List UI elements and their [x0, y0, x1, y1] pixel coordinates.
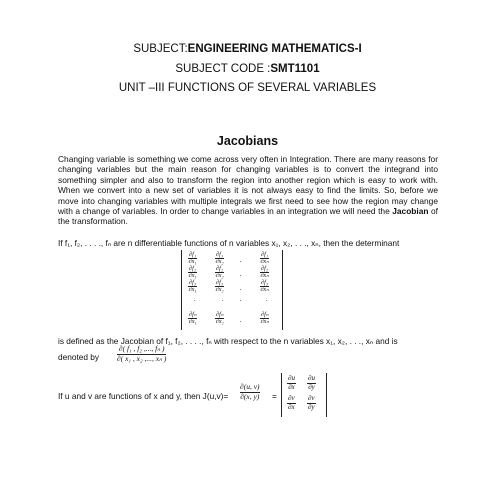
det-dot: .: [240, 316, 242, 324]
det-dot: .: [222, 295, 224, 303]
defined-line: is defined as the Jacobian of f₁, f₂, . . . ., fₙ with respect to the n variables x₁, x₂, . . ., xₙ and is: [58, 336, 398, 346]
subject-code-prefix: SUBJECT CODE :: [175, 63, 271, 75]
uv-determinant: [281, 373, 327, 417]
det-entry: $\frac{\text{∂f₃}}{\text{∂x₂}}$: [215, 279, 224, 294]
intro-paragraph: [58, 154, 438, 227]
det-dot: .: [240, 270, 242, 278]
subject-code-heading: [0, 63, 495, 75]
subject-code-value: SMT1101: [270, 63, 320, 75]
uv-line: If u and v are functions of x and y, then J(u,v)=: [58, 391, 229, 401]
jacobian-notation: [117, 345, 166, 363]
uv-entry: $\frac{\partial v}{\partial x}$: [288, 394, 295, 411]
det-dot: .: [240, 284, 242, 292]
det-entry: $\frac{\text{∂f₂}}{\text{∂xₙ}}$: [260, 265, 269, 280]
det-entry: $\frac{\text{∂fₙ}}{\text{∂x₁}}$: [188, 311, 197, 326]
uv-entry: $\frac{\partial u}{\partial y}$: [308, 374, 315, 391]
det-entry: $\frac{\text{∂f₂}}{\text{∂x₂}}$: [215, 265, 224, 280]
unit-heading: UNIT –III FUNCTIONS OF SEVERAL VARIABLES: [118, 82, 377, 94]
det-entry: $\frac{\text{∂f₁}}{\text{∂x₁}}$: [188, 251, 197, 266]
det-entry: $\frac{\text{∂fₙ}}{\text{∂xₙ}}$: [260, 311, 269, 326]
subject-name: ENGINEERING MATHEMATICS-I: [187, 43, 362, 55]
subject-prefix: SUBJECT:: [133, 43, 188, 55]
det-entry: $\frac{\text{∂f₃}}{\text{∂xₙ}}$: [260, 279, 269, 294]
subject-heading: [0, 43, 495, 55]
det-dot: .: [194, 295, 196, 303]
det-dot: .: [240, 295, 242, 303]
uv-jacobian-fraction: [240, 383, 260, 401]
jacobian-determinant: [181, 250, 283, 330]
uv-entry: $\frac{\partial v}{\partial y}$: [308, 394, 315, 411]
det-dot: .: [240, 256, 242, 264]
det-entry: $\frac{\text{∂fₙ}}{\text{∂x₂}}$: [215, 311, 224, 326]
det-entry: $\frac{\text{∂f₃}}{\text{∂x₁}}$: [188, 279, 197, 294]
det-entry: $\frac{\text{∂f₁}}{\text{∂xₙ}}$: [260, 251, 269, 266]
uv-numerator: ∂(u, v): [240, 382, 260, 391]
notation-numerator: ∂( f₁ , f₂ ,..., fₙ ): [118, 344, 165, 353]
equals-sign: =: [272, 391, 277, 401]
intro-bold-term: Jacobian: [392, 206, 429, 217]
section-title-text: Jacobians: [216, 134, 279, 148]
det-entry: $\frac{\text{∂f₁}}{\text{∂x₂}}$: [215, 251, 224, 266]
section-title: [0, 134, 495, 148]
uv-denominator: ∂(x, y): [240, 391, 260, 401]
uv-entry: $\frac{\partial u}{\partial x}$: [288, 374, 295, 391]
det-dot: .: [266, 295, 268, 303]
definition-line: If f₁, f₂, . . . ., fₙ are n differentiable functions of n variables x₁, x₂, . . ., xₙ, then the determinant: [58, 238, 400, 248]
det-entry: $\frac{\text{∂f₂}}{\text{∂x₁}}$: [188, 265, 197, 280]
intro-text: Changing variable is something we come across very often in Integration. There are many reasons for changing variables but the main reason for changing variables is to convert the integrand into something simpler and also to transform the region into another region which is easy to work with. When we convert into a new set of variables it is not always easy to find the limits. So, before we move into changing variables with multiple integrals we first need to see how the region may change with a change of variables. In order to change variables in an integration we will need the: [58, 154, 438, 217]
intro-text-end: of the transformation.: [58, 206, 439, 227]
notation-denominator: ∂( x₁ , x₂ ,..., xₙ ): [117, 353, 167, 363]
denoted-label: denoted by: [58, 352, 100, 362]
